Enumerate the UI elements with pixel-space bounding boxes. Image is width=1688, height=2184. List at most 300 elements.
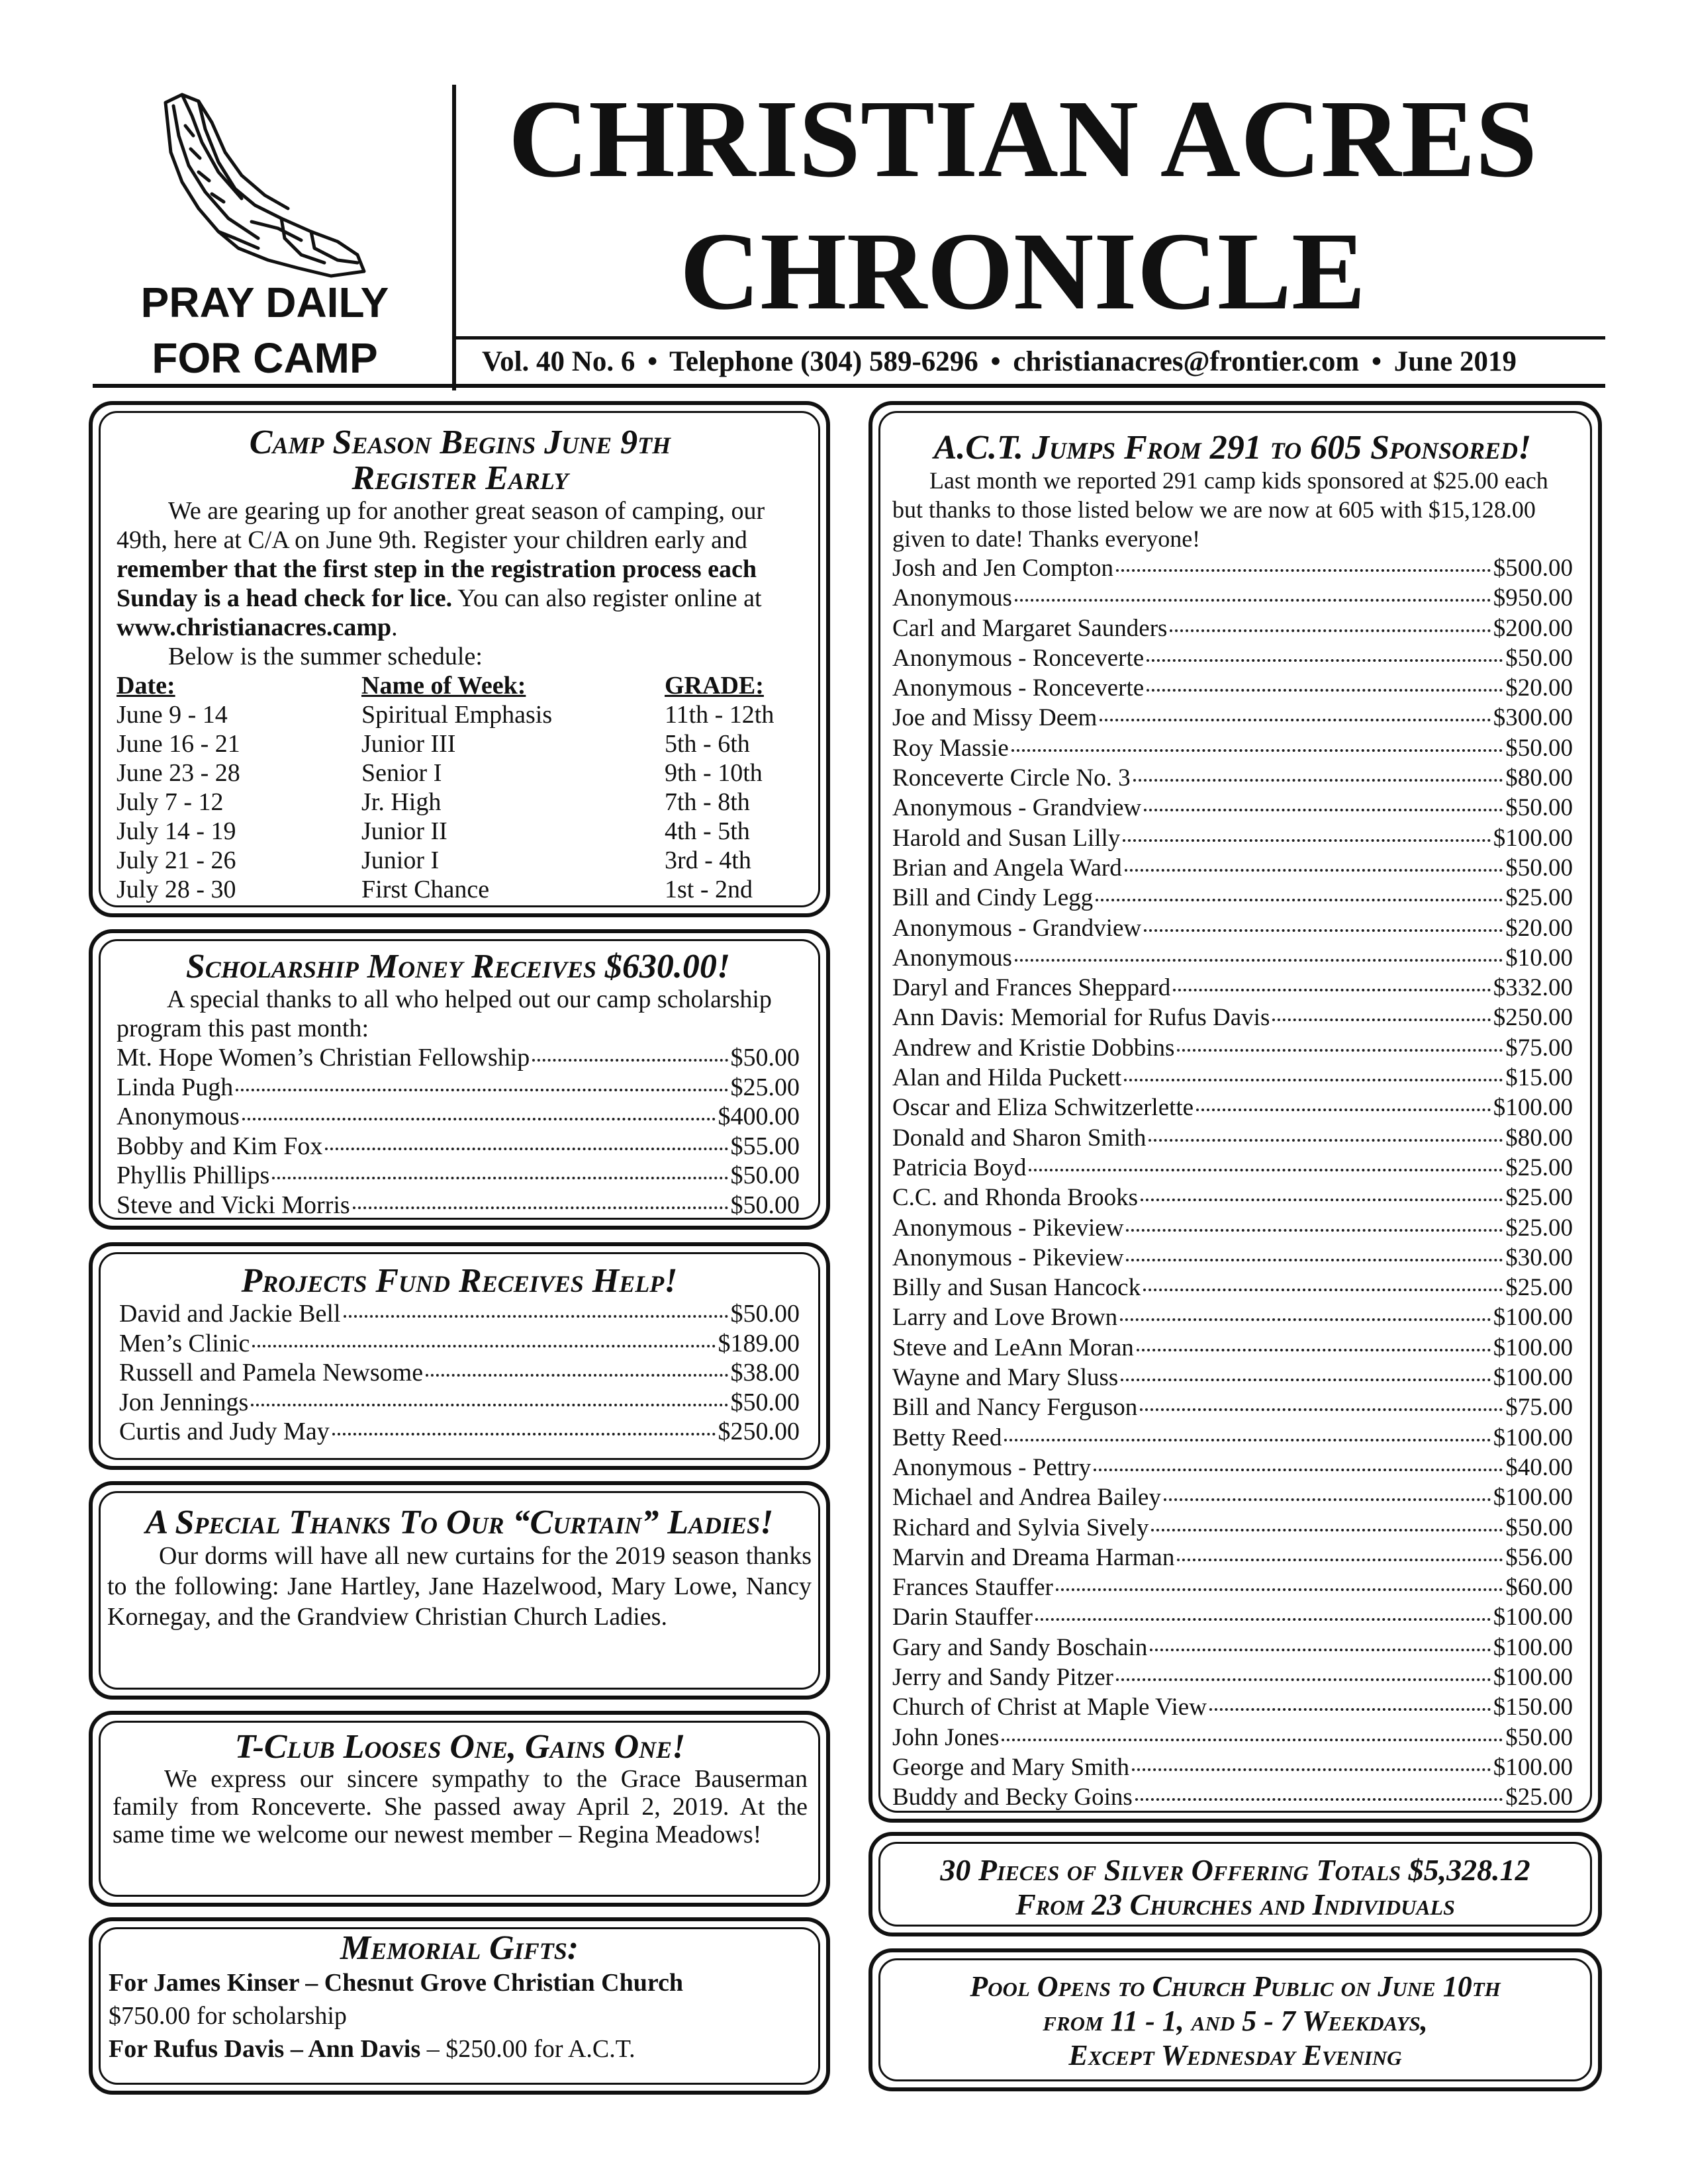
donor-row — [892, 1543, 1573, 1572]
dot-leader — [1100, 719, 1490, 721]
donor-amount: $50.00 — [730, 1044, 800, 1071]
donor-row — [892, 1423, 1573, 1453]
donor-row — [892, 643, 1573, 673]
issue-volume: Vol. 40 No. 6 — [482, 346, 635, 377]
donor-row — [892, 853, 1573, 883]
schedule-row — [117, 758, 804, 788]
dot-leader — [1121, 1379, 1490, 1381]
schedule-col-grade: GRADE: — [665, 672, 764, 700]
camp-season-p1: We are gearing up for another great season of camping, our 49th, here at C/A on June 9th. Register your children early and — [117, 497, 765, 554]
dot-leader — [353, 1206, 728, 1209]
lice-check-notice: remember that the first step in the registration process each Sunday is a head check for lice. — [117, 555, 757, 612]
donor-amount: $300.00 — [1493, 704, 1573, 732]
silver-offering-line-2: From 23 Churches and Individuals — [1015, 1888, 1455, 1921]
act-donor-list — [892, 553, 1573, 1812]
dot-leader — [1015, 959, 1503, 962]
dot-leader — [272, 1177, 727, 1179]
memorial-list — [109, 1966, 810, 2066]
praying-hands-icon — [119, 89, 384, 281]
schedule-week-name: Spiritual Emphasis — [361, 701, 553, 729]
schedule-row — [117, 729, 804, 758]
donor-row — [892, 1723, 1573, 1752]
donor-name: Church of Christ at Maple View — [892, 1694, 1207, 1721]
dot-leader — [1147, 659, 1503, 662]
donor-amount: $25.00 — [1505, 884, 1573, 912]
dot-leader — [1002, 1739, 1503, 1741]
schedule-grade: 9th - 10th — [665, 759, 763, 787]
donor-row — [119, 1417, 800, 1447]
donor-row — [892, 673, 1573, 703]
donor-row — [892, 1782, 1573, 1812]
donor-amount: $40.00 — [1505, 1453, 1573, 1481]
pool-line-2: from 11 - 1, and 5 - 7 Weekdays, — [1043, 2005, 1428, 2037]
schedule-week-name: Junior III — [361, 730, 456, 758]
dot-leader — [325, 1148, 727, 1150]
donor-name: C.C. and Rhonda Brooks — [892, 1184, 1139, 1212]
donor-amount: $75.00 — [1505, 1034, 1573, 1062]
donor-name: Michael and Andrea Bailey — [892, 1484, 1161, 1512]
t-club-box — [89, 1711, 830, 1907]
issue-info-line — [482, 341, 1601, 383]
donor-amount: $150.00 — [1493, 1694, 1573, 1721]
projects-donor-list — [119, 1299, 800, 1447]
donor-name: Bill and Cindy Legg — [892, 884, 1094, 912]
schedule-col-week: Name of Week: — [361, 672, 526, 700]
donor-name: Anonymous - Ronceverte — [892, 674, 1145, 702]
donor-name: Frances Stauffer — [892, 1574, 1053, 1602]
dot-leader — [1144, 929, 1503, 932]
donor-name: Patricia Boyd — [892, 1154, 1027, 1181]
donor-amount: $20.00 — [1505, 914, 1573, 942]
schedule-date: July 14 - 19 — [117, 817, 236, 845]
donor-row — [892, 1333, 1573, 1363]
donor-row — [117, 1132, 800, 1161]
schedule-grade: 11th - 12th — [665, 701, 774, 729]
donor-row — [892, 1003, 1573, 1032]
motto-line-1: PRAY DAILY — [140, 279, 389, 326]
pool-line-3: Except Wednesday Evening — [1068, 2039, 1402, 2071]
curtain-heading: A Special Thanks To Our “Curtain” Ladies! — [145, 1504, 774, 1541]
bullet-3: • — [1371, 346, 1382, 377]
dot-leader — [1177, 1559, 1503, 1561]
donor-amount: $30.00 — [1505, 1244, 1573, 1271]
camp-season-heading — [117, 425, 804, 496]
donor-amount: $250.00 — [1493, 1004, 1573, 1032]
donor-row — [117, 1191, 800, 1220]
donor-row — [892, 1392, 1573, 1422]
donor-amount: $80.00 — [1505, 1124, 1573, 1152]
donor-name: Anonymous - Grandview — [892, 794, 1142, 822]
schedule-grade: 4th - 5th — [665, 817, 750, 845]
donor-amount: $50.00 — [730, 1300, 800, 1328]
donor-row — [892, 1063, 1573, 1093]
donor-amount: $25.00 — [1505, 1274, 1573, 1302]
donor-name: Steve and LeAnn Moran — [892, 1334, 1134, 1361]
issue-date: June 2019 — [1393, 346, 1517, 377]
schedule-row — [117, 817, 804, 846]
donor-name: Men’s Clinic — [119, 1329, 250, 1357]
act-heading: A.C.T. Jumps From 291 to 605 Sponsored! — [933, 429, 1532, 467]
donor-amount: $50.00 — [1505, 794, 1573, 822]
donor-amount: $25.00 — [1505, 1154, 1573, 1181]
dot-leader — [1135, 1798, 1503, 1801]
donor-amount: $100.00 — [1493, 1094, 1573, 1122]
dot-leader — [1209, 1708, 1491, 1711]
donor-row — [119, 1329, 800, 1359]
donor-amount: $100.00 — [1493, 1604, 1573, 1631]
dot-leader — [1094, 1469, 1503, 1471]
donor-name: George and Mary Smith — [892, 1753, 1129, 1781]
projects-heading: Projects Fund Receives Help! — [241, 1262, 678, 1300]
donor-row — [892, 1602, 1573, 1632]
memorial-gifts-box — [89, 1917, 830, 2095]
schedule-week-name: Junior I — [361, 846, 440, 874]
dot-leader — [1123, 839, 1490, 842]
donor-name: Mt. Hope Women’s Christian Fellowship — [117, 1044, 530, 1071]
dot-leader — [236, 1089, 727, 1091]
dot-leader — [1147, 689, 1503, 692]
pray-daily-motto — [93, 275, 437, 386]
donor-name: Steve and Vicki Morris — [117, 1191, 350, 1219]
donor-name: Betty Reed — [892, 1424, 1002, 1451]
donor-row — [892, 733, 1573, 763]
donor-amount: $25.00 — [730, 1073, 800, 1101]
bullet-2: • — [990, 346, 1001, 377]
donor-amount: $100.00 — [1493, 1753, 1573, 1781]
schedule-grade: 7th - 8th — [665, 788, 750, 816]
dot-leader — [1170, 629, 1490, 632]
schedule-grade: 5th - 6th — [665, 730, 750, 758]
donor-amount: $55.00 — [730, 1132, 800, 1160]
donor-amount: $25.00 — [1505, 1784, 1573, 1811]
schedule-grade: 3rd - 4th — [665, 846, 751, 874]
donor-name: David and Jackie Bell — [119, 1300, 341, 1328]
masthead-rule-bottom — [93, 384, 1605, 388]
dot-leader — [1124, 1079, 1503, 1081]
schedule-row — [117, 846, 804, 875]
t-club-text: We express our sincere sympathy to the Grace Bauserman family from Ronceverte. She passed away April 2, 2019. At the same time we welcome our newest member – Regina Meadows! — [113, 1765, 808, 1848]
donor-row — [892, 1093, 1573, 1122]
memorial-heading: Memorial Gifts: — [340, 1929, 579, 1967]
donor-amount: $189.00 — [718, 1329, 800, 1357]
dot-leader — [1196, 1109, 1491, 1111]
donor-row — [892, 793, 1573, 823]
donor-amount: $100.00 — [1493, 1364, 1573, 1392]
dot-leader — [1011, 749, 1503, 752]
donor-name: Brian and Angela Ward — [892, 854, 1122, 882]
donor-name: Ronceverte Circle No. 3 — [892, 764, 1131, 792]
donor-row — [892, 943, 1573, 973]
donor-row — [892, 1302, 1573, 1332]
donor-row — [117, 1073, 800, 1103]
dot-leader — [1173, 989, 1491, 991]
dot-leader — [1096, 899, 1503, 901]
schedule-col-date: Date: — [117, 672, 175, 700]
memorial-davis-detail: – $250.00 for A.C.T. — [420, 2035, 635, 2063]
motto-line-2: FOR CAMP — [152, 334, 378, 382]
act-sponsorship-box — [868, 401, 1602, 1823]
donor-row — [892, 913, 1573, 943]
donor-amount: $500.00 — [1493, 555, 1573, 582]
schedule-table — [117, 671, 804, 904]
dot-leader — [242, 1118, 716, 1120]
donor-row — [892, 1752, 1573, 1782]
dot-leader — [1177, 1049, 1503, 1052]
projects-fund-box — [89, 1242, 830, 1470]
schedule-week-name: Senior I — [361, 759, 442, 787]
donor-name: Donald and Sharon Smith — [892, 1124, 1147, 1152]
donor-row — [892, 1273, 1573, 1302]
memorial-davis: For Rufus Davis – Ann Davis — [109, 2035, 421, 2063]
donor-amount: $100.00 — [1493, 1334, 1573, 1361]
donor-name: Billy and Susan Hancock — [892, 1274, 1141, 1302]
memorial-kinser-detail: $750.00 for scholarship — [109, 2002, 347, 2030]
donor-name: Oscar and Eliza Schwitzerlette — [892, 1094, 1194, 1122]
dot-leader — [251, 1404, 727, 1406]
donor-name: Marvin and Dreama Harman — [892, 1543, 1175, 1571]
dot-leader — [1133, 779, 1503, 782]
donor-amount: $75.00 — [1505, 1394, 1573, 1422]
dot-leader — [1015, 599, 1491, 602]
donor-row — [892, 883, 1573, 913]
donor-amount: $25.00 — [1505, 1184, 1573, 1212]
donor-name: Jon Jennings — [119, 1388, 249, 1416]
issue-email: christianacres@frontier.com — [1013, 346, 1360, 377]
schedule-date: June 16 - 21 — [117, 730, 240, 758]
donor-name: Josh and Jen Compton — [892, 555, 1114, 582]
donor-amount: $38.00 — [730, 1359, 800, 1387]
donor-name: Harold and Susan Lilly — [892, 824, 1121, 852]
donor-row — [892, 1572, 1573, 1602]
donor-row — [892, 823, 1573, 853]
t-club-heading: T-Club Looses One, Gains One! — [234, 1728, 686, 1766]
donor-row — [892, 1153, 1573, 1183]
donor-row — [892, 583, 1573, 613]
donor-name: Joe and Missy Deem — [892, 704, 1098, 732]
schedule-grade: 1st - 2nd — [665, 876, 753, 903]
scholarship-heading: Scholarship Money Receives $630.00! — [185, 948, 731, 985]
curtain-ladies-box — [89, 1481, 830, 1700]
donor-amount: $20.00 — [1505, 674, 1573, 702]
dot-leader — [1140, 1408, 1503, 1411]
curtain-text: Our dorms will have all new curtains for the 2019 season thanks to the following: Jane Hartley, Jane Hazelwood, Mary Lowe, Nancy Kornegay, and the Grandview Christian Church Ladies. — [107, 1542, 812, 1631]
dot-leader — [1116, 1678, 1491, 1681]
donor-amount: $100.00 — [1493, 1424, 1573, 1451]
dot-leader — [1272, 1019, 1490, 1021]
donor-row — [117, 1161, 800, 1191]
camp-website-link[interactable]: www.christianacres.camp — [117, 614, 392, 641]
donor-amount: $50.00 — [1505, 854, 1573, 882]
scholarship-box — [89, 929, 830, 1230]
dot-leader — [332, 1433, 716, 1435]
donor-name: Anonymous - Pikeview — [892, 1244, 1124, 1271]
silver-offering-line-1: 30 Pieces of Silver Offering Totals $5,328.12 — [940, 1853, 1530, 1887]
dot-leader — [1120, 1318, 1491, 1321]
donor-row — [892, 553, 1573, 583]
donor-row — [892, 614, 1573, 643]
schedule-row — [117, 875, 804, 904]
camp-season-text — [117, 496, 804, 642]
donor-row — [892, 1513, 1573, 1543]
camp-season-p1-end: You can also register online at — [452, 584, 762, 612]
title-line-1: CHRISTIAN ACRES — [508, 77, 1538, 201]
donor-row — [892, 1213, 1573, 1243]
dot-leader — [1035, 1618, 1491, 1621]
schedule-date: June 23 - 28 — [117, 759, 240, 787]
donor-name: Alan and Hilda Puckett — [892, 1064, 1122, 1092]
donor-row — [892, 1243, 1573, 1273]
donor-row — [892, 1123, 1573, 1153]
donor-amount: $50.00 — [1505, 734, 1573, 762]
act-intro: Last month we reported 291 camp kids sponsored at $25.00 each but thanks to those listed below we are now at 605 with $15,128.00 given to date! Thanks everyone! — [892, 467, 1548, 552]
donor-name: John Jones — [892, 1723, 1000, 1751]
donor-amount: $250.00 — [718, 1418, 800, 1446]
donor-amount: $400.00 — [718, 1103, 800, 1131]
schedule-header-row — [117, 671, 804, 700]
dot-leader — [426, 1374, 727, 1377]
schedule-week-name: First Chance — [361, 876, 490, 903]
donor-name: Richard and Sylvia Sively — [892, 1514, 1149, 1541]
donor-name: Curtis and Judy May — [119, 1418, 330, 1446]
donor-name: Russell and Pamela Newsome — [119, 1359, 424, 1387]
title-line-2: CHRONICLE — [679, 210, 1366, 333]
donor-amount: $50.00 — [730, 1191, 800, 1219]
donor-name: Darin Stauffer — [892, 1604, 1033, 1631]
dot-leader — [1151, 1529, 1503, 1531]
donor-name: Gary and Sandy Boschain — [892, 1633, 1148, 1661]
camp-season-heading-line-1: Camp Season Begins June 9th — [249, 424, 671, 461]
donor-name: Larry and Love Brown — [892, 1304, 1118, 1332]
donor-row — [117, 1043, 800, 1073]
schedule-week-name: Jr. High — [361, 788, 442, 816]
dot-leader — [1144, 809, 1503, 811]
donor-name: Jerry and Sandy Pitzer — [892, 1663, 1113, 1691]
donor-name: Bobby and Kim Fox — [117, 1132, 323, 1160]
donor-amount: $56.00 — [1505, 1543, 1573, 1571]
donor-name: Ann Davis: Memorial for Rufus Davis — [892, 1004, 1270, 1032]
dot-leader — [252, 1345, 715, 1347]
camp-season-p1-tail: . — [391, 614, 398, 641]
dot-leader — [1137, 1349, 1491, 1351]
donor-name: Phyllis Phillips — [117, 1161, 270, 1190]
donor-row — [892, 1662, 1573, 1692]
dot-leader — [1116, 569, 1491, 572]
schedule-week-name: Junior II — [361, 817, 447, 845]
schedule-row — [117, 700, 804, 729]
donor-amount: $60.00 — [1505, 1574, 1573, 1602]
dot-leader — [1149, 1139, 1503, 1142]
dot-leader — [1143, 1289, 1503, 1291]
donor-row — [892, 1482, 1573, 1512]
donor-row — [892, 1363, 1573, 1392]
scholarship-donor-list — [117, 1043, 800, 1220]
donor-name: Buddy and Becky Goins — [892, 1784, 1133, 1811]
schedule-date: July 7 - 12 — [117, 788, 224, 816]
donor-name: Linda Pugh — [117, 1073, 234, 1101]
masthead-rule-top — [452, 336, 1605, 340]
donor-amount: $10.00 — [1505, 944, 1573, 972]
dot-leader — [1126, 1229, 1503, 1232]
donor-amount: $100.00 — [1493, 824, 1573, 852]
donor-row — [892, 763, 1573, 793]
dot-leader — [1029, 1169, 1503, 1171]
donor-row — [892, 973, 1573, 1003]
donor-amount: $50.00 — [1505, 644, 1573, 672]
donor-amount: $200.00 — [1493, 614, 1573, 642]
donor-name: Carl and Margaret Saunders — [892, 614, 1168, 642]
donor-amount: $50.00 — [1505, 1723, 1573, 1751]
donor-amount: $25.00 — [1505, 1214, 1573, 1242]
donor-amount: $100.00 — [1493, 1633, 1573, 1661]
donor-row — [119, 1299, 800, 1329]
donor-name: Anonymous - Pettry — [892, 1453, 1092, 1481]
donor-name: Wayne and Mary Sluss — [892, 1364, 1119, 1392]
schedule-date: July 28 - 30 — [117, 876, 236, 903]
donor-name: Anonymous - Grandview — [892, 914, 1142, 942]
donor-amount: $100.00 — [1493, 1304, 1573, 1332]
donor-name: Andrew and Kristie Dobbins — [892, 1034, 1175, 1062]
dot-leader — [1141, 1199, 1503, 1201]
donor-amount: $100.00 — [1493, 1484, 1573, 1512]
donor-name: Anonymous — [892, 944, 1012, 972]
issue-telephone: Telephone (304) 589-6296 — [669, 346, 978, 377]
donor-amount: $50.00 — [730, 1388, 800, 1416]
donor-name: Anonymous - Ronceverte — [892, 644, 1145, 672]
donor-amount: $950.00 — [1493, 584, 1573, 612]
donor-amount: $80.00 — [1505, 764, 1573, 792]
donor-row — [119, 1388, 800, 1418]
donor-row — [892, 1633, 1573, 1662]
donor-name: Anonymous - Pikeview — [892, 1214, 1124, 1242]
donor-amount: $15.00 — [1505, 1064, 1573, 1092]
dot-leader — [1126, 1259, 1503, 1261]
donor-name: Anonymous — [117, 1103, 240, 1131]
dot-leader — [1056, 1588, 1503, 1591]
donor-row — [119, 1358, 800, 1388]
donor-amount: $50.00 — [730, 1161, 800, 1190]
dot-leader — [1004, 1439, 1490, 1441]
camp-season-box — [89, 401, 830, 917]
camp-season-heading-line-2: Register Early — [352, 459, 569, 497]
donor-name: Roy Massie — [892, 734, 1009, 762]
donor-amount: $50.00 — [1505, 1514, 1573, 1541]
donor-name: Daryl and Frances Sheppard — [892, 974, 1171, 1002]
donor-row — [892, 1183, 1573, 1212]
schedule-date: June 9 - 14 — [117, 701, 228, 729]
dot-leader — [1125, 869, 1503, 872]
dot-leader — [1164, 1498, 1491, 1501]
newsletter-title — [463, 73, 1582, 338]
scholarship-intro: A special thanks to all who helped out our camp scholarship program this past month: — [117, 985, 772, 1042]
donor-amount: $332.00 — [1493, 974, 1573, 1002]
dot-leader — [1150, 1649, 1490, 1651]
dot-leader — [1132, 1768, 1491, 1771]
donor-row — [892, 703, 1573, 733]
donor-row — [117, 1102, 800, 1132]
dot-leader — [344, 1315, 728, 1318]
masthead-divider — [452, 85, 456, 390]
schedule-intro: Below is the summer schedule: — [168, 643, 483, 670]
donor-row — [892, 1033, 1573, 1063]
silver-offering-box — [868, 1832, 1602, 1936]
donor-name: Bill and Nancy Ferguson — [892, 1394, 1138, 1422]
donor-row — [892, 1692, 1573, 1722]
donor-name: Anonymous — [892, 584, 1012, 612]
pool-opening-box — [868, 1948, 1602, 2091]
bullet-1: • — [647, 346, 658, 377]
dot-leader — [532, 1059, 727, 1062]
pool-line-1: Pool Opens to Church Public on June 10th — [970, 1970, 1501, 2003]
